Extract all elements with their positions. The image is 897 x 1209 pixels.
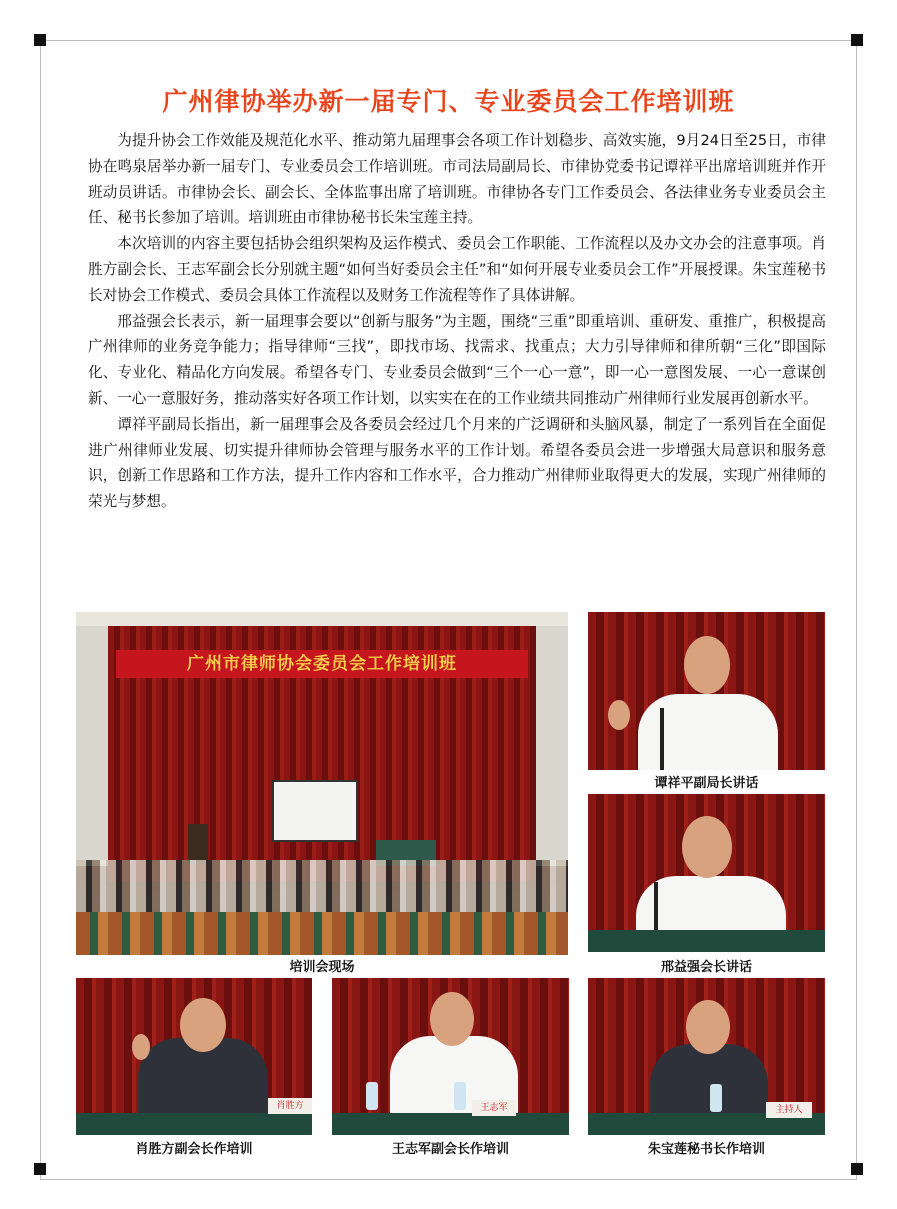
paragraph: 谭祥平副局长指出，新一届理事会及各委员会经过几个月来的广泛调研和头脑风暴，制定了一系列旨在全面促进广州律师业发展、切实提升律师协会管理与服务水平的工作计划。希望各委员会进一步增强大局意识和服务意识，创新工作思路和工作方法，提升工作内容和工作水平，合力推动广州律师业取得更大的发展，实现广州律师的荣光与梦想。 [88, 415, 826, 511]
nameplate: 肖胜方 [268, 1098, 312, 1114]
hall-banner: 广州市律师协会委员会工作培训班 [116, 650, 528, 678]
podium [188, 824, 208, 864]
nameplate: 主持人 [766, 1102, 812, 1118]
caption-wang: 王志军副会长作培训 [391, 1142, 509, 1157]
xiao-speaker-photo [76, 978, 312, 1135]
corner-mark [34, 34, 46, 46]
tan-speaker-photo [588, 612, 825, 770]
training-hall-photo [76, 612, 568, 955]
xing-speaker-photo [588, 794, 825, 952]
nameplate: 王志军 [472, 1100, 516, 1116]
caption-xiao: 肖胜方副会长作培训 [135, 1142, 253, 1157]
caption-tan: 谭祥平副局长讲话 [654, 776, 759, 791]
projection-screen [272, 780, 358, 842]
article-title: 广州律协举办新一届专门、专业委员会工作培训班 [162, 87, 735, 116]
caption-xing: 邢益强会长讲话 [660, 960, 752, 975]
paragraph: 本次培训的内容主要包括协会组织架构及运作模式、委员会工作职能、工作流程以及办文办会的注意事项。肖胜方副会长、王志军副会长分别就主题“如何当好委员会主任”和“如何开展专业委员会工作”开展授课。朱宝莲秘书长对协会工作模式、委员会具体工作流程以及财务工作流程等作了具体讲解。 [88, 235, 826, 304]
caption-hall: 培训会现场 [289, 960, 355, 975]
paragraph: 邢益强会长表示，新一届理事会要以“创新与服务”为主题，围绕“三重”即重培训、重研发、重推广，积极提高广州律师的业务竞争能力；指导律师“三找”，即找市场、找需求、找重点；大力引导律师和律所朝“三化”即国际化、专业化、精品化方向发展。希望各专门、专业委员会做到“三个一心一意”，即一心一意图发展、一心一意谋创新、一心一意服好务，推动落实好各项工作计划，以实实在在的工作业绩共同推动广州律师行业发展再创新水平。 [88, 312, 826, 407]
zhu-speaker-photo [588, 978, 825, 1135]
corner-mark [851, 1163, 863, 1175]
corner-mark [851, 34, 863, 46]
wang-speaker-photo [332, 978, 569, 1135]
article-body [88, 128, 826, 515]
paragraph: 为提升协会工作效能及规范化水平、推动第九届理事会各项工作计划稳步、高效实施，9月24日至25日，市律协在鸣泉居举办新一届专门、专业委员会工作培训班。市司法局副局长、市律协党委书记谭祥平出席培训班并作开班动员讲话。市律协会长、副会长、全体监事出席了培训班。市律协各专门工作委员会、各法律业务专业委员会主任、秘书长参加了培训。培训班由市律协秘书长朱宝莲主持。 [88, 132, 826, 227]
corner-mark [34, 1163, 46, 1175]
chairs [76, 912, 568, 955]
caption-zhu: 朱宝莲秘书长作培训 [647, 1142, 765, 1157]
